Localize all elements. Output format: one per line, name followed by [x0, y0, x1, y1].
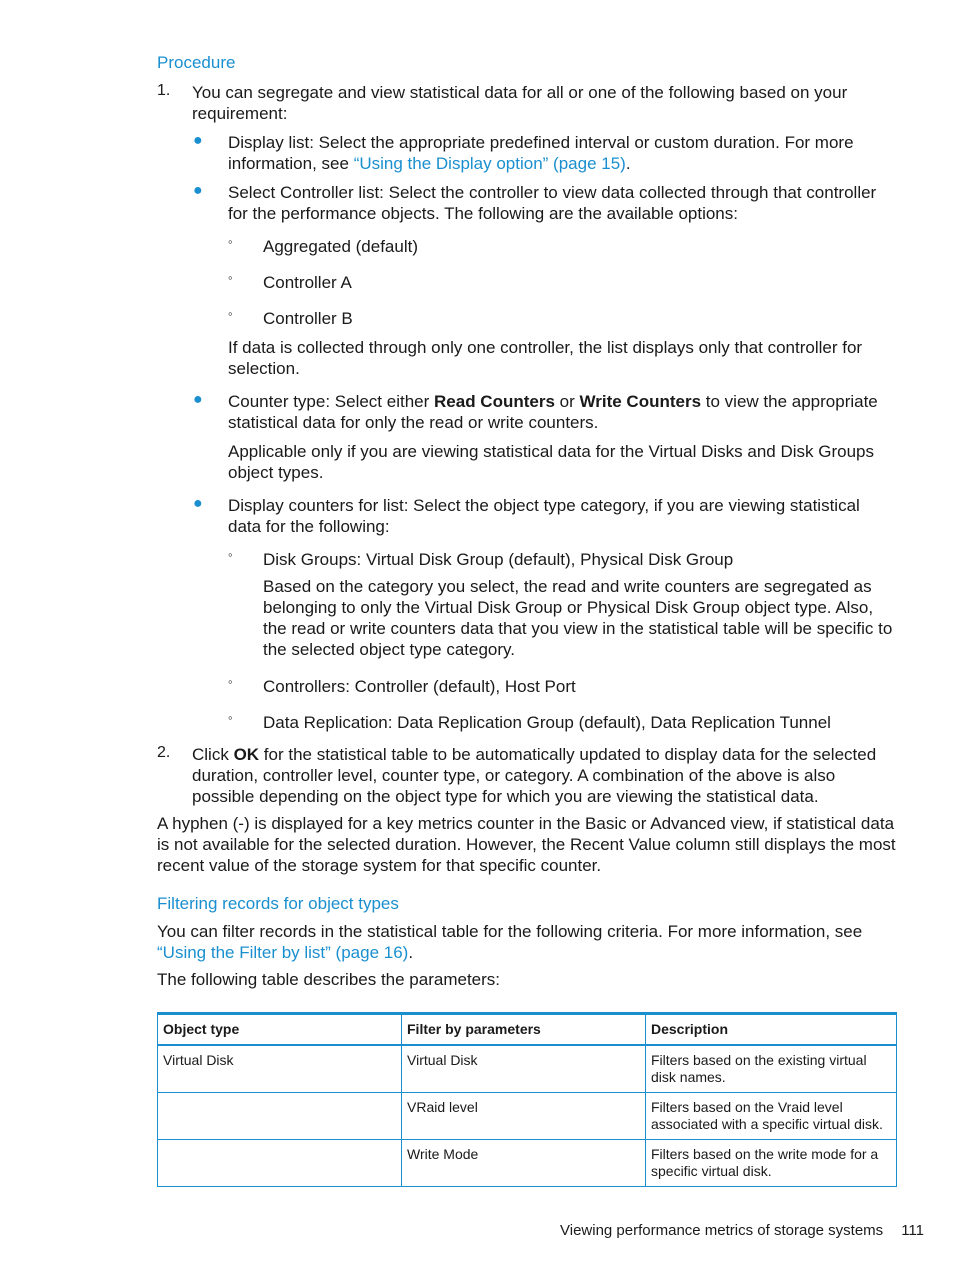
step-2 [157, 744, 897, 807]
bullet-icon: ● [193, 132, 203, 149]
circle-bullet-icon: ◦ [228, 234, 233, 249]
table-row [158, 1140, 897, 1187]
table-cell [158, 1140, 402, 1187]
option-item: ◦ Controller A [228, 270, 352, 292]
procedure-heading: Procedure [157, 53, 236, 72]
page-content [157, 52, 897, 1187]
step-number: 2. [157, 744, 171, 761]
filter-heading: Filtering records for object types [157, 894, 399, 913]
bullet-icon: ● [193, 182, 203, 199]
table-row [158, 1093, 897, 1140]
table-cell: Virtual Disk [158, 1045, 402, 1093]
bullet-display-list-text: Display list: Select the appropriate predefined interval or custom duration. For more information, see “Using the Display option” (page 15). [228, 133, 854, 173]
category-item: ◦ Data Replication: Data Replication Group (default), Data Replication Tunnel [228, 710, 831, 732]
table-cell [158, 1093, 402, 1140]
circle-bullet-icon: ◦ [228, 270, 233, 285]
circle-bullet-icon: ◦ [228, 674, 233, 689]
bullet-display-counters-text: Display counters for list: Select the object type category, if you are viewing statistical data for the following: [228, 496, 860, 536]
table-cell: VRaid level [402, 1093, 646, 1140]
bullet-counter-type-text: Counter type: Select either Read Counters or Write Counters to view the appropriate statistical data for only the read or write counters. [228, 392, 878, 432]
controller-note: If data is collected through only one controller, the list displays only that controller for selection. [228, 338, 863, 378]
bullet-icon: ● [193, 391, 203, 408]
category-item: ◦ Controllers: Controller (default), Host Port [228, 674, 576, 696]
hyphen-paragraph: A hyphen (-) is displayed for a key metrics counter in the Basic or Advanced view, if statistical data is not available for the selected duration. However, the Recent Value column still displays the most recent value of the storage system for that specific counter. [157, 814, 896, 875]
table-cell: Write Mode [402, 1140, 646, 1187]
footer-title: Viewing performance metrics of storage systems [560, 1222, 884, 1239]
circle-bullet-icon: ◦ [228, 306, 233, 321]
circle-bullet-icon: ◦ [228, 710, 233, 725]
table-cell: Virtual Disk [402, 1045, 646, 1093]
page-footer [560, 1222, 924, 1239]
category-note: Based on the category you select, the read and write counters are segregated as belonging to only the Virtual Disk Group or Physical Disk Group object type. Also, the read or write counters data that you view in the statistical table will be specific to the selected object type category. [263, 577, 893, 659]
table-row [158, 1045, 897, 1093]
bullet-display-list [192, 132, 897, 174]
option-item: ◦ Controller B [228, 306, 353, 328]
circle-bullet-icon: ◦ [228, 547, 233, 562]
filter-paragraph: You can filter records in the statistical table for the following criteria. For more information, see “Using the Filter by list” (page 16). [157, 922, 863, 962]
table-header-row [158, 1014, 897, 1046]
table-intro: The following table describes the parameters: [157, 970, 501, 989]
counter-type-note: Applicable only if you are viewing statistical data for the Virtual Disks and Disk Groups object types. [228, 442, 874, 482]
category-item: ◦ Disk Groups: Virtual Disk Group (default), Physical Disk Group Based on the category you select, the read and write counters are segregated as belonging to only the Virtual Disk Group or Physical Disk Group object type. Also, the read or write counters data that you view in the statistical table will be specific to the selected object type category. [228, 549, 897, 660]
column-header: Object type [158, 1014, 402, 1046]
display-option-link[interactable]: “Using the Display option” (page 15) [353, 154, 626, 173]
bullet-icon: ● [193, 495, 203, 512]
bullet-display-counters [192, 495, 897, 733]
bullet-counter-type [192, 391, 897, 483]
parameters-table [157, 1012, 897, 1187]
table-cell: Filters based on the existing virtual disk names. [646, 1045, 897, 1093]
option-item: ◦ Aggregated (default) [228, 234, 418, 256]
column-header: Filter by parameters [402, 1014, 646, 1046]
page-number: 111 [901, 1222, 924, 1239]
table-cell: Filters based on the Vraid level associated with a specific virtual disk. [646, 1093, 897, 1140]
bullet-controller-list-text: Select Controller list: Select the controller to view data collected through that controller for the performance objects. The following are the available options: [228, 183, 877, 223]
step-1-text: You can segregate and view statistical data for all or one of the following based on your requirement: [192, 83, 848, 123]
step-number: 1. [157, 82, 171, 99]
filter-by-list-link[interactable]: “Using the Filter by list” (page 16) [157, 943, 409, 962]
table-cell: Filters based on the write mode for a specific virtual disk. [646, 1140, 897, 1187]
column-header: Description [646, 1014, 897, 1046]
bullet-controller-list [192, 182, 897, 379]
step-2-text: Click OK for the statistical table to be automatically updated to display data for the selected duration, controller level, counter type, or category. A combination of the above is also possible depending on the object type for which you are viewing the statistical data. [192, 745, 877, 806]
step-1 [157, 82, 897, 733]
